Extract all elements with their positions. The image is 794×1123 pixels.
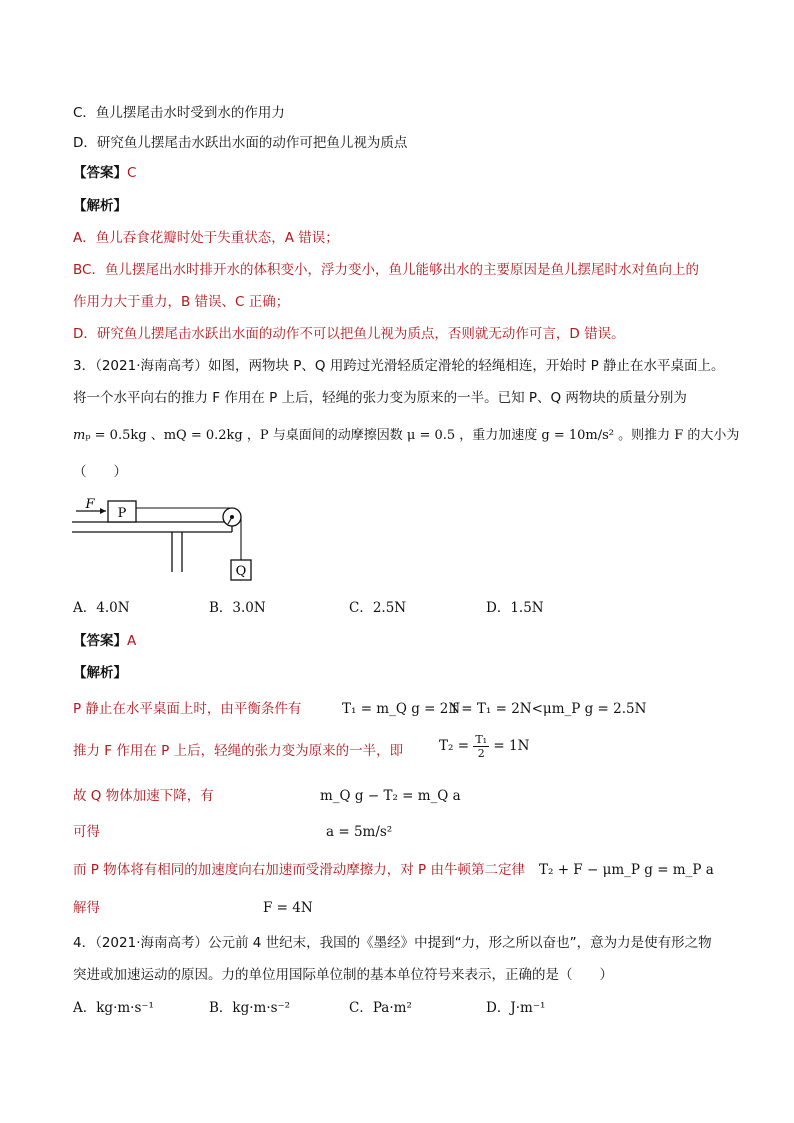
q3-step-4-text: 可得: [73, 824, 100, 840]
q3-step-6-text: 解得: [73, 900, 100, 916]
table-surface: [72, 522, 232, 572]
q4-option-d: D．J·m⁻¹: [486, 1000, 546, 1016]
q2-analysis-a: A．鱼儿吞食花瓣时处于失重状态，A 错误；: [73, 230, 339, 246]
q2-answer: [73, 164, 136, 182]
q4-option-b: B．kg·m·s⁻²: [209, 1000, 291, 1016]
pulley: [223, 508, 241, 526]
q4-stem-1: 4．（2021·海南高考）公元前 4 世纪末，我国的《墨经》中提到“力，形之所以奋也”，意为力是使有形之物: [73, 935, 712, 951]
answer-label: 【答案】: [73, 633, 127, 649]
eq-rhs: = 1N: [493, 738, 530, 754]
q3-stem-2: 将一个水平向右的推力 F 作用在 P 上后，轻绳的张力变为原来的一半。已知 P、Q 两物块的质量分别为: [73, 390, 687, 406]
force-label: F: [85, 497, 95, 512]
answer-value: A: [127, 633, 137, 649]
eq-denominator: 2: [477, 747, 485, 760]
q3-mass-symbol: m: [73, 428, 86, 443]
q3-stem-3: [73, 426, 739, 445]
block-p-label: P: [117, 506, 127, 521]
q2-analysis-bc-1: BC．鱼儿摆尾出水时排开水的体积变小，浮力变小，鱼儿能够出水的主要原因是鱼儿摆尾时水对鱼向上的: [73, 262, 699, 278]
q3-analysis-label: 【解析】: [73, 665, 127, 681]
q2-option-c: C．鱼儿摆尾击水时受到水的作用力: [73, 105, 285, 121]
q3-stem-3b: Q = 0.2kg ，P 与桌面间的动摩擦因数 μ = 0.5 ，重力加速度 g = 10m/s² 。则推力 F 的大小为: [176, 428, 740, 443]
force-arrow: [76, 497, 106, 514]
q3-step-1-eq2: f = T₁ = 2N<μm_P g = 2.5N: [452, 701, 647, 717]
block-q: [231, 560, 251, 580]
pulley-figure: [70, 490, 260, 585]
q4-option-c: C．Pa·m²: [349, 1000, 412, 1016]
q4-stem-2: 突进或加速运动的原因。力的单位用国际单位制的基本单位符号来表示，正确的是（ ）: [73, 967, 613, 983]
block-p: [108, 501, 136, 522]
q3-step-1-text: P 静止在水平桌面上时，由平衡条件有: [73, 701, 302, 717]
eq-numerator: T₁: [475, 733, 488, 746]
q3-step-1-eq1: T₁ = m_Q g = 2N: [342, 701, 461, 717]
q3-step-5-text: 而 P 物体将有相同的加速度向右加速而受滑动摩擦力，对 P 由牛顿第二定律: [73, 862, 525, 878]
q3-answer: [73, 632, 136, 650]
q3-option-a: A．4.0N: [73, 600, 130, 616]
q2-option-d: D．研究鱼儿摆尾击水跃出水面的动作可把鱼儿视为质点: [73, 135, 408, 151]
q2-analysis-bc-2: 作用力大于重力，B 错误、C 正确；: [73, 294, 290, 310]
answer-label: 【答案】: [73, 165, 127, 181]
q3-step-2-text: 推力 F 作用在 P 上后，轻绳的张力变为原来的一半，即: [73, 743, 404, 759]
q4-option-a: A．kg·m·s⁻¹: [73, 1000, 154, 1016]
q3-option-b: B．3.0N: [209, 600, 266, 616]
q3-step-6-eq: F = 4N: [263, 900, 313, 916]
q3-step-5-eq: T₂ + F − μm_P g = m_P a: [539, 862, 714, 878]
q3-option-c: C．2.5N: [349, 600, 407, 616]
block-q-label: Q: [235, 564, 247, 579]
q3-step-3-eq: m_Q g − T₂ = m_Q a: [320, 788, 461, 804]
q2-analysis-d: D．研究鱼儿摆尾击水跃出水面的动作不可以把鱼儿视为质点，否则就无动作可言，D 错误。: [73, 326, 625, 342]
q2-analysis-label: 【解析】: [73, 198, 127, 214]
q3-stem-1: 3．（2021·海南高考）如图，两物块 P、Q 用跨过光滑轻质定滑轮的轻绳相连，开始时 P 静止在水平桌面上。: [73, 358, 725, 374]
q3-stem-4: （ ）: [73, 464, 127, 480]
q3-step-2-eq: [439, 733, 529, 760]
q3-option-d: D．1.5N: [486, 600, 544, 616]
q3-step-3-text: 故 Q 物体加速下降，有: [73, 788, 214, 804]
eq-lhs: T₂ =: [439, 738, 470, 754]
q3-stem-3a: ₚ = 0.5kg 、m: [85, 428, 177, 443]
eq-fraction: [473, 733, 489, 760]
answer-value: C: [127, 165, 137, 181]
q3-step-4-eq: a = 5m/s²: [326, 824, 393, 840]
